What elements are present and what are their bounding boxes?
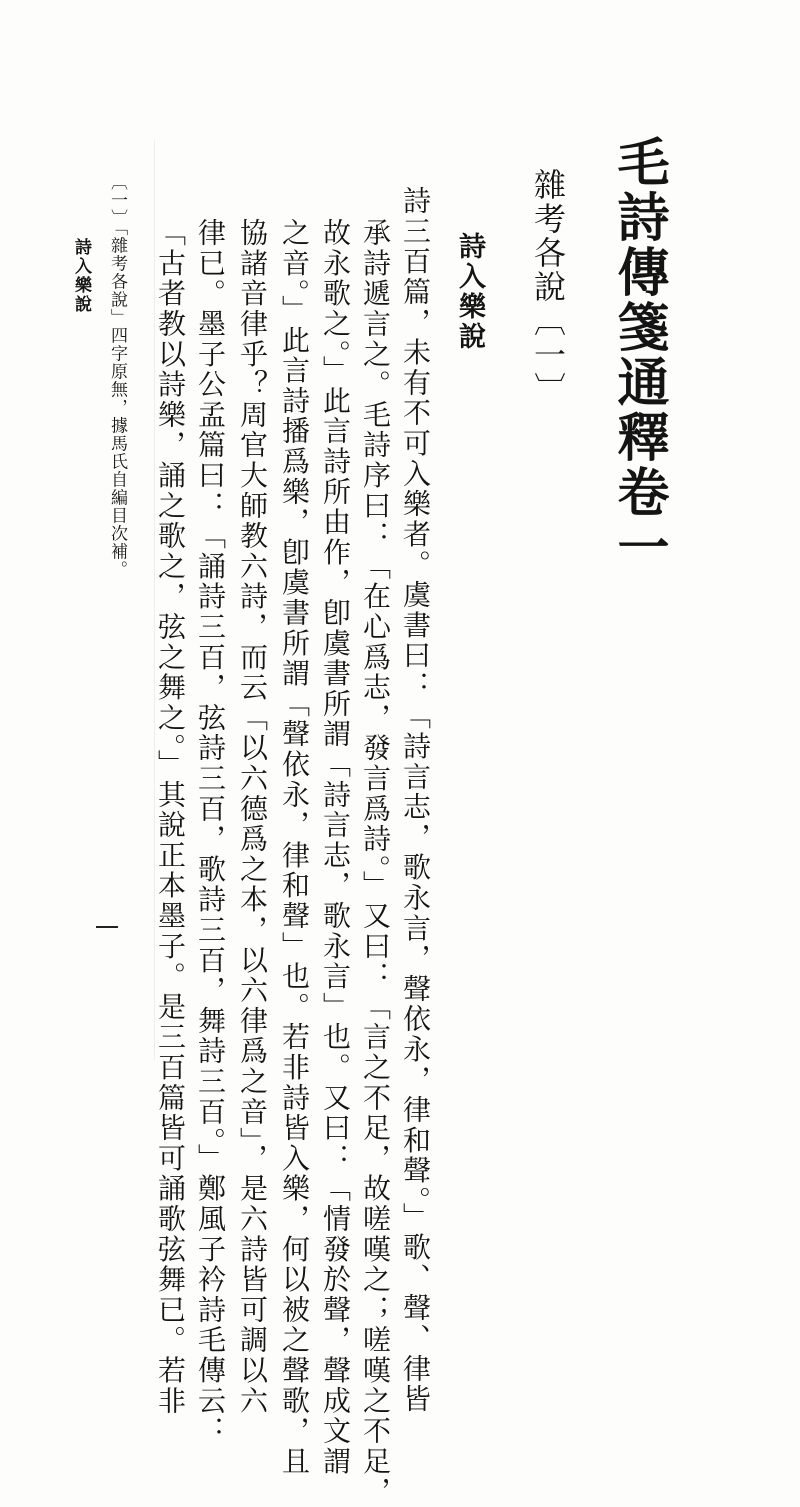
body-line-3: 故永歌之。」此言詩所由作，卽虞書所謂「詩言志，歌永言」也。又曰：「情發於聲，聲成文謂 (319, 218, 352, 1477)
page-marker (96, 926, 118, 928)
body-line-2: 承詩遞言之。毛詩序曰：「在心爲志，發言爲詩。」又曰：「言之不足，故嗟嘆之；嗟嘆之不足， (359, 218, 392, 1507)
body-line-1: 詩三百篇，未有不可入樂者。虞書曰：「詩言志，歌永言，聲依永，律和聲。」歌、聲、律皆 (399, 186, 432, 1415)
footnote: 〔一〕「雜考各說」四字原無，據馬氏自編目次補。 (107, 173, 127, 579)
section-heading: 詩入樂說 (454, 232, 485, 352)
body-line-5: 協諸音律乎？周官大師教六詩，而云「以六德爲之本，以六律爲之音」，是六詩皆可調以六 (236, 218, 269, 1416)
running-head: 詩入樂說 (71, 238, 91, 314)
body-line-6: 律已。墨子公孟篇曰：「誦詩三百，弦詩三百，歌詩三百，舞詩三百。」鄭風子衿詩毛傳云： (194, 218, 227, 1447)
volume-title: 毛詩傳箋通釋卷一 (608, 135, 669, 575)
chapter-subtitle: 雜考各說〔一〕 (529, 168, 567, 406)
body-line-4: 之音。」此言詩播爲樂，卽虞書所謂「聲依永，律和聲」也。若非詩皆入樂，何以被之聲歌，且 (278, 218, 311, 1477)
body-line-7: 「古者教以詩樂，誦之歌之，弦之舞之。」其說正本墨子。是三百篇皆可誦歌弦舞已。若非 (154, 218, 187, 1416)
